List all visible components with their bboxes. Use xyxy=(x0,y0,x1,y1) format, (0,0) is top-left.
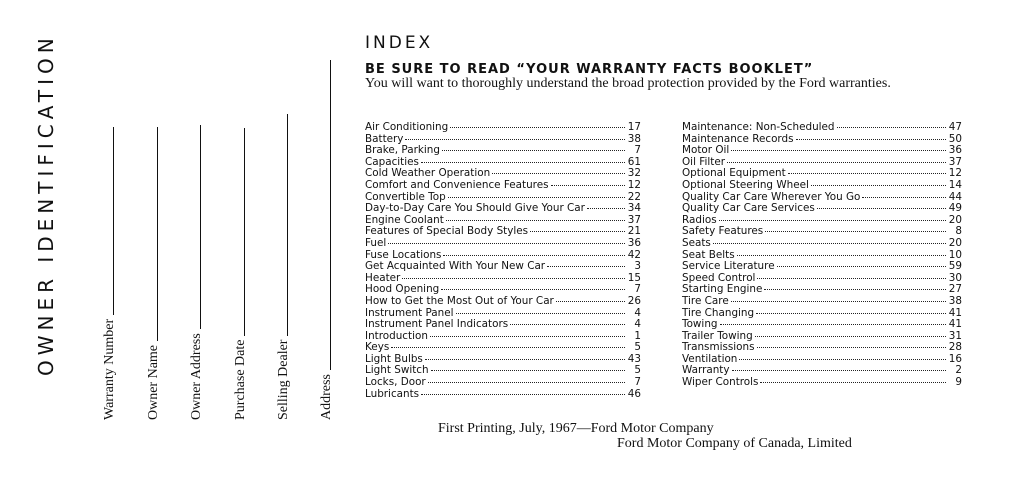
field-label: Owner Name xyxy=(146,344,161,420)
index-topic: Light Bulbs xyxy=(365,352,423,365)
index-page: 37 xyxy=(627,213,641,226)
leader-dots xyxy=(388,243,625,244)
field-line xyxy=(287,114,288,336)
leader-dots xyxy=(713,243,946,244)
leader-dots xyxy=(720,324,946,325)
leader-dots xyxy=(757,347,946,348)
index-topic: Engine Coolant xyxy=(365,213,444,226)
index-topic: Hood Opening xyxy=(365,283,440,296)
printing-credit: First Printing, July, 1967—Ford Motor Company xyxy=(438,421,714,436)
index-page: 41 xyxy=(948,318,962,331)
index-page: 15 xyxy=(627,271,641,284)
index-page: 5 xyxy=(634,341,641,354)
index-topic: Quality Car Care Services xyxy=(682,202,815,215)
leader-dots xyxy=(556,301,625,302)
field-line xyxy=(330,60,331,370)
index-page: 36 xyxy=(627,236,641,249)
index-page: 59 xyxy=(948,260,962,273)
index-page: 28 xyxy=(948,341,962,354)
index-topic: Trailer Towing xyxy=(682,329,753,342)
leader-dots xyxy=(492,173,625,174)
index-entry xyxy=(682,319,962,331)
index-topic: Starting Engine xyxy=(682,283,763,296)
index-topic: Optional Steering Wheel xyxy=(682,178,809,191)
index-left-column xyxy=(365,122,641,400)
index-entry xyxy=(365,331,641,343)
warranty-number-field[interactable] xyxy=(102,127,118,420)
index-topic: Air Conditioning xyxy=(365,121,449,133)
leader-dots xyxy=(755,336,946,337)
leader-dots xyxy=(731,150,946,151)
index-entry xyxy=(682,180,962,192)
index-topic: Tire Care xyxy=(682,294,729,307)
index-page: 22 xyxy=(627,190,641,203)
index-topic: Brake, Parking xyxy=(365,144,440,157)
field-label: Warranty Number xyxy=(102,318,117,420)
index-page: 44 xyxy=(948,190,962,203)
index-page: 43 xyxy=(627,352,641,365)
index-page: 1 xyxy=(634,329,641,342)
index-topic: Battery xyxy=(365,132,404,145)
index-page: 12 xyxy=(948,167,962,180)
index-topic: Comfort and Convenience Features xyxy=(365,178,549,191)
index-page: 41 xyxy=(948,306,962,319)
index-entry xyxy=(365,261,641,273)
index-page: 12 xyxy=(627,178,641,191)
leader-dots xyxy=(530,231,625,232)
index-topic: Get Acquainted With Your New Car xyxy=(365,260,546,273)
leader-dots xyxy=(448,197,625,198)
index-topic: Warranty xyxy=(682,364,730,377)
index-entry xyxy=(682,203,962,215)
warranty-booklet-heading: BE SURE TO READ “YOUR WARRANTY FACTS BOOKLET” xyxy=(365,62,814,77)
index-topic: Maintenance Records xyxy=(682,132,794,145)
warranty-note: You will want to thoroughly understand the broad protection provided by the Ford warranties. xyxy=(365,76,891,91)
index-topic: Features of Special Body Styles xyxy=(365,225,529,238)
index-entry xyxy=(682,377,962,389)
leader-dots xyxy=(719,220,946,221)
index-topic: Convertible Top xyxy=(365,190,446,203)
index-topic: Fuse Locations xyxy=(365,248,442,261)
index-topic: Safety Features xyxy=(682,225,764,238)
index-topic: Quality Car Care Wherever You Go xyxy=(682,190,861,203)
index-page: 9 xyxy=(955,376,962,389)
owner-name-field[interactable] xyxy=(146,127,162,420)
index-topic: Cold Weather Operation xyxy=(365,167,491,180)
index-topic: Service Literature xyxy=(682,260,775,273)
leader-dots xyxy=(739,359,946,360)
index-page: 46 xyxy=(627,387,641,400)
index-page: 42 xyxy=(627,248,641,261)
index-page: 38 xyxy=(627,132,641,145)
index-topic: How to Get the Most Out of Your Car xyxy=(365,294,554,307)
canada-credit: Ford Motor Company of Canada, Limited xyxy=(617,436,852,451)
index-entry xyxy=(682,308,962,320)
index-entry xyxy=(365,389,641,401)
leader-dots xyxy=(727,162,946,163)
index-topic: Lubricants xyxy=(365,387,420,400)
index-entry xyxy=(682,238,962,250)
index-topic: Motor Oil xyxy=(682,144,730,157)
index-entry xyxy=(682,226,962,238)
index-page: 34 xyxy=(627,202,641,215)
leader-dots xyxy=(430,336,625,337)
index-page: 49 xyxy=(948,202,962,215)
index-topic: Capacities xyxy=(365,155,419,168)
index-page: 20 xyxy=(948,213,962,226)
leader-dots xyxy=(757,278,946,279)
index-entry xyxy=(682,261,962,273)
leader-dots xyxy=(442,150,625,151)
leader-dots xyxy=(450,127,625,128)
leader-dots xyxy=(547,266,625,267)
index-entry xyxy=(682,122,962,134)
index-page: 36 xyxy=(948,144,962,157)
index-topic: Radios xyxy=(682,213,717,226)
leader-dots xyxy=(737,255,946,256)
index-right-column xyxy=(682,122,962,389)
index-topic: Instrument Panel Indicators xyxy=(365,318,509,331)
leader-dots xyxy=(788,173,946,174)
index-page: 32 xyxy=(627,167,641,180)
index-entry xyxy=(365,226,641,238)
index-topic: Wiper Controls xyxy=(682,376,759,389)
index-page: 31 xyxy=(948,329,962,342)
leader-dots xyxy=(732,370,946,371)
index-title: INDEX xyxy=(365,33,434,53)
index-page: 7 xyxy=(634,376,641,389)
index-topic: Transmissions xyxy=(682,341,755,354)
purchase-date-field[interactable] xyxy=(233,128,249,420)
index-entry xyxy=(682,296,962,308)
field-label: Purchase Date xyxy=(233,339,248,420)
index-topic: Locks, Door xyxy=(365,376,426,389)
index-topic: Introduction xyxy=(365,329,428,342)
leader-dots xyxy=(456,313,625,314)
leader-dots xyxy=(862,197,946,198)
index-topic: Keys xyxy=(365,341,390,354)
leader-dots xyxy=(811,185,946,186)
address-field[interactable] xyxy=(319,60,335,420)
index-page: 8 xyxy=(955,225,962,238)
index-page: 7 xyxy=(634,283,641,296)
owner-address-field[interactable] xyxy=(189,125,205,420)
leader-dots xyxy=(402,278,625,279)
index-topic: Seat Belts xyxy=(682,248,735,261)
leader-dots xyxy=(817,208,946,209)
field-line xyxy=(200,125,201,329)
index-page: 26 xyxy=(627,294,641,307)
index-topic: Light Switch xyxy=(365,364,429,377)
owner-identification-title: OWNER IDENTIFICATION xyxy=(34,33,58,376)
index-page: 20 xyxy=(948,236,962,249)
index-page: 47 xyxy=(948,121,962,133)
index-entry xyxy=(365,180,641,192)
leader-dots xyxy=(764,289,946,290)
leader-dots xyxy=(428,382,625,383)
leader-dots xyxy=(777,266,946,267)
index-topic: Speed Control xyxy=(682,271,756,284)
index-topic: Optional Equipment xyxy=(682,167,786,180)
leader-dots xyxy=(441,289,625,290)
index-page: 16 xyxy=(948,352,962,365)
index-entry xyxy=(365,377,641,389)
index-page: 2 xyxy=(955,364,962,377)
leader-dots xyxy=(765,231,946,232)
index-topic: Instrument Panel xyxy=(365,306,454,319)
index-topic: Towing xyxy=(682,318,718,331)
selling-dealer-field[interactable] xyxy=(276,114,292,420)
index-page: 17 xyxy=(627,121,641,133)
index-topic: Tire Changing xyxy=(682,306,755,319)
index-topic: Oil Filter xyxy=(682,155,725,168)
index-page: 14 xyxy=(948,178,962,191)
index-topic: Maintenance: Non-Scheduled xyxy=(682,121,835,133)
leader-dots xyxy=(446,220,625,221)
index-page: 50 xyxy=(948,132,962,145)
field-line xyxy=(157,127,158,341)
leader-dots xyxy=(421,162,625,163)
leader-dots xyxy=(421,394,625,395)
index-page: 38 xyxy=(948,294,962,307)
leader-dots xyxy=(760,382,946,383)
leader-dots xyxy=(443,255,625,256)
leader-dots xyxy=(587,208,625,209)
leader-dots xyxy=(837,127,946,128)
index-entry xyxy=(365,238,641,250)
field-line xyxy=(113,127,114,315)
index-topic: Fuel xyxy=(365,236,387,249)
index-entry xyxy=(365,203,641,215)
index-topic: Day-to-Day Care You Should Give Your Car xyxy=(365,202,585,215)
leader-dots xyxy=(405,139,625,140)
index-page: 30 xyxy=(948,271,962,284)
leader-dots xyxy=(510,324,625,325)
index-page: 21 xyxy=(627,225,641,238)
leader-dots xyxy=(731,301,946,302)
index-page: 4 xyxy=(634,318,641,331)
index-entry xyxy=(365,122,641,134)
index-page: 5 xyxy=(634,364,641,377)
leader-dots xyxy=(796,139,946,140)
index-page: 27 xyxy=(948,283,962,296)
leader-dots xyxy=(756,313,946,314)
index-page: 4 xyxy=(634,306,641,319)
leader-dots xyxy=(425,359,625,360)
index-page: 3 xyxy=(634,260,641,273)
index-topic: Ventilation xyxy=(682,352,738,365)
index-page: 37 xyxy=(948,155,962,168)
leader-dots xyxy=(391,347,625,348)
field-label: Address xyxy=(319,374,334,420)
index-page: 10 xyxy=(948,248,962,261)
index-page: 61 xyxy=(627,155,641,168)
leader-dots xyxy=(431,370,625,371)
field-label: Owner Address xyxy=(189,333,204,420)
index-page: 7 xyxy=(634,144,641,157)
index-entry xyxy=(365,296,641,308)
index-entry xyxy=(365,319,641,331)
index-topic: Seats xyxy=(682,236,711,249)
field-line xyxy=(244,128,245,336)
field-label: Selling Dealer xyxy=(276,339,291,420)
index-topic: Heater xyxy=(365,271,401,284)
leader-dots xyxy=(551,185,625,186)
